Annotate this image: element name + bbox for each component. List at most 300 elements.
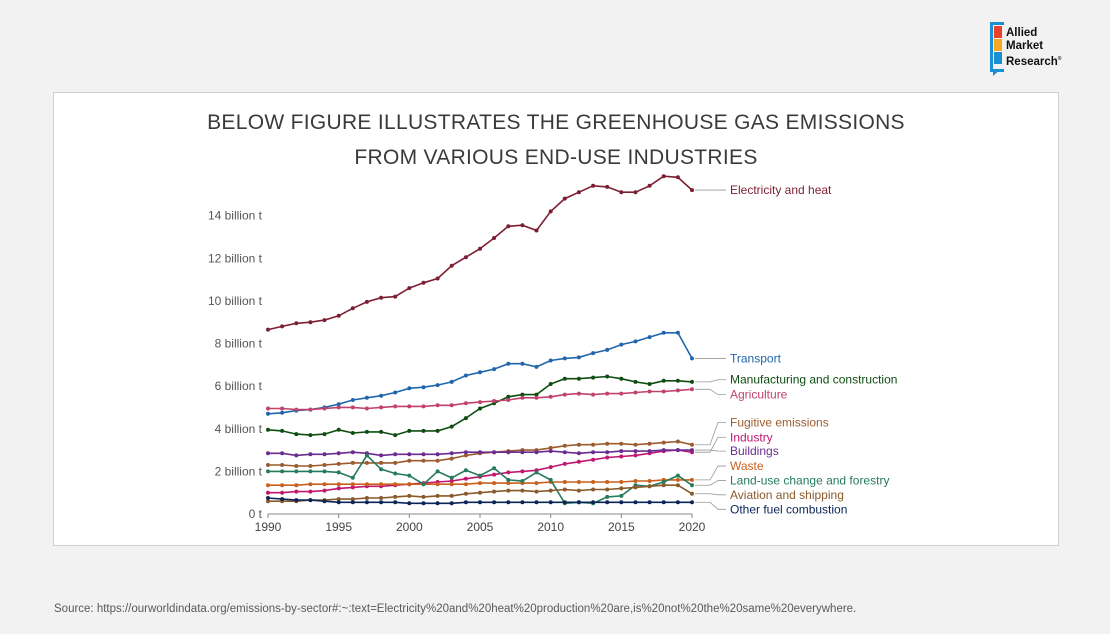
data-point (323, 482, 327, 486)
data-point (676, 175, 680, 179)
data-point (634, 443, 638, 447)
data-point (393, 391, 397, 395)
data-point (323, 489, 327, 493)
data-point (520, 469, 524, 473)
series-label: Manufacturing and construction (730, 372, 898, 387)
data-point (662, 448, 666, 452)
data-point (563, 377, 567, 381)
data-point (436, 482, 440, 486)
data-point (549, 465, 553, 469)
data-point (464, 255, 468, 259)
data-point (648, 390, 652, 394)
data-point (591, 393, 595, 397)
data-point (323, 452, 327, 456)
data-point (422, 385, 426, 389)
label-connector (695, 494, 726, 495)
series-line (268, 176, 692, 329)
data-point (492, 236, 496, 240)
y-tick-label: 10 billion t (207, 293, 262, 308)
data-point (478, 500, 482, 504)
data-point (365, 461, 369, 465)
data-point (648, 382, 652, 386)
x-tick-label: 2000 (395, 520, 423, 534)
data-point (535, 365, 539, 369)
data-point (492, 473, 496, 477)
data-point (308, 464, 312, 468)
data-point (407, 494, 411, 498)
data-point (648, 479, 652, 483)
data-point (436, 452, 440, 456)
data-point (351, 482, 355, 486)
data-point (605, 488, 609, 492)
logo-bar-red (994, 26, 1002, 38)
data-point (422, 482, 426, 486)
data-point (280, 451, 284, 455)
logo-bar-orange (994, 39, 1002, 51)
x-tick-label: 2015 (607, 520, 635, 534)
data-point (294, 321, 298, 325)
data-point (676, 500, 680, 504)
registered-mark: ® (1057, 56, 1062, 62)
y-tick-label: 14 billion t (207, 208, 262, 223)
data-point (436, 469, 440, 473)
data-point (266, 463, 270, 467)
data-point (478, 370, 482, 374)
data-point (577, 377, 581, 381)
data-point (393, 495, 397, 499)
data-point (379, 405, 383, 409)
allied-market-research-logo (990, 22, 1090, 78)
data-point (577, 443, 581, 447)
data-point (379, 453, 383, 457)
data-point (393, 482, 397, 486)
data-point (308, 482, 312, 486)
data-point (520, 223, 524, 227)
data-point (535, 470, 539, 474)
data-point (520, 489, 524, 493)
data-point (294, 408, 298, 412)
data-point (605, 392, 609, 396)
data-point (393, 472, 397, 476)
y-tick-label: 2 billion t (214, 464, 262, 479)
series-label: Other fuel combustion (730, 502, 848, 517)
data-point (266, 496, 270, 500)
data-point (535, 481, 539, 485)
data-point (634, 380, 638, 384)
data-point (549, 449, 553, 453)
data-point (549, 395, 553, 399)
data-point (619, 455, 623, 459)
data-point (308, 433, 312, 437)
data-point (323, 432, 327, 436)
data-point (379, 296, 383, 300)
data-point (662, 483, 666, 487)
data-point (337, 486, 341, 490)
label-connector (695, 389, 726, 394)
data-point (436, 501, 440, 505)
data-point (308, 469, 312, 473)
data-point (407, 459, 411, 463)
data-point (308, 320, 312, 324)
source-note: Source: https://ourworldindata.org/emissions-by-sector#:~:text=Electricity%20and%20heat%20production%20are,is%20not%20the%20same%20everywhere. (54, 603, 857, 615)
x-tick-label: 1990 (254, 520, 282, 534)
data-point (520, 396, 524, 400)
data-point (478, 400, 482, 404)
series-label: Waste (730, 459, 764, 474)
data-point (662, 441, 666, 445)
data-point (619, 377, 623, 381)
data-point (535, 450, 539, 454)
data-point (351, 500, 355, 504)
data-point (464, 500, 468, 504)
data-point (662, 390, 666, 394)
data-point (619, 449, 623, 453)
data-point (266, 428, 270, 432)
data-point (280, 407, 284, 411)
y-tick-label: 0 t (248, 507, 262, 521)
data-point (393, 500, 397, 504)
logo-word: Allied (1006, 27, 1038, 39)
data-point (634, 449, 638, 453)
data-point (478, 407, 482, 411)
y-tick-label: 6 billion t (214, 379, 262, 394)
data-point (605, 456, 609, 460)
data-point (605, 442, 609, 446)
logo-bar-blue (994, 52, 1002, 64)
data-point (450, 494, 454, 498)
emissions-line-chart (54, 93, 1058, 545)
data-point (591, 184, 595, 188)
data-point (436, 403, 440, 407)
data-point (690, 387, 694, 391)
chart-title-line-2: FROM VARIOUS END-USE INDUSTRIES (354, 146, 758, 169)
label-connector (695, 466, 726, 480)
data-point (690, 356, 694, 360)
data-point (619, 392, 623, 396)
data-point (337, 470, 341, 474)
logo-color-bars (994, 26, 1002, 65)
data-point (294, 490, 298, 494)
data-point (619, 190, 623, 194)
data-point (407, 482, 411, 486)
data-point (308, 490, 312, 494)
data-point (464, 416, 468, 420)
x-tick-label: 2005 (466, 520, 494, 534)
data-point (464, 450, 468, 454)
data-point (634, 391, 638, 395)
data-point (690, 483, 694, 487)
chart-title-line-1: BELOW FIGURE ILLUSTRATES THE GREENHOUSE GAS EMISSIONS (207, 111, 905, 134)
data-point (365, 430, 369, 434)
data-point (619, 442, 623, 446)
data-point (294, 483, 298, 487)
data-point (535, 490, 539, 494)
data-point (591, 500, 595, 504)
data-point (634, 190, 638, 194)
data-point (690, 478, 694, 482)
data-point (506, 470, 510, 474)
data-point (280, 469, 284, 473)
data-point (591, 488, 595, 492)
data-point (492, 481, 496, 485)
data-point (478, 450, 482, 454)
data-point (450, 501, 454, 505)
data-point (563, 462, 567, 466)
data-point (436, 494, 440, 498)
data-point (365, 500, 369, 504)
data-point (619, 480, 623, 484)
data-point (379, 430, 383, 434)
data-point (577, 489, 581, 493)
series-label: Fugitive emissions (730, 415, 829, 430)
data-point (676, 474, 680, 478)
data-point (577, 392, 581, 396)
data-point (506, 450, 510, 454)
data-point (549, 209, 553, 213)
series-label: Transport (730, 351, 781, 366)
data-point (450, 380, 454, 384)
data-point (577, 451, 581, 455)
data-point (280, 491, 284, 495)
data-point (506, 500, 510, 504)
data-point (690, 500, 694, 504)
data-point (407, 386, 411, 390)
data-point (549, 500, 553, 504)
data-point (690, 492, 694, 496)
data-point (351, 476, 355, 480)
series-label: Industry (730, 430, 773, 445)
data-point (506, 362, 510, 366)
data-point (648, 500, 652, 504)
data-point (337, 314, 341, 318)
data-point (634, 453, 638, 457)
data-point (492, 450, 496, 454)
data-point (365, 496, 369, 500)
data-point (464, 468, 468, 472)
data-point (294, 464, 298, 468)
data-point (379, 467, 383, 471)
data-point (492, 490, 496, 494)
data-point (422, 501, 426, 505)
data-point (266, 412, 270, 416)
data-point (351, 405, 355, 409)
data-point (464, 482, 468, 486)
data-point (634, 479, 638, 483)
data-point (478, 491, 482, 495)
data-point (535, 229, 539, 233)
data-point (351, 431, 355, 435)
data-point (634, 339, 638, 343)
data-point (619, 500, 623, 504)
label-connector (695, 380, 726, 382)
data-point (478, 481, 482, 485)
data-point (662, 500, 666, 504)
logo-word: Market (1006, 40, 1044, 52)
label-connector (695, 481, 726, 486)
data-point (365, 482, 369, 486)
logo-word-last: Research® (1006, 55, 1062, 68)
data-point (266, 407, 270, 411)
data-point (393, 452, 397, 456)
data-point (676, 478, 680, 482)
data-point (351, 398, 355, 402)
data-point (648, 335, 652, 339)
series-label: Land-use change and forestry (730, 473, 890, 488)
logo-speech-tail (993, 69, 1001, 76)
data-point (520, 500, 524, 504)
data-point (634, 485, 638, 489)
data-point (308, 452, 312, 456)
data-point (337, 462, 341, 466)
data-point (337, 428, 341, 432)
data-point (619, 343, 623, 347)
data-point (464, 374, 468, 378)
data-point (280, 497, 284, 501)
data-point (563, 500, 567, 504)
data-point (676, 483, 680, 487)
data-point (690, 448, 694, 452)
data-point (605, 185, 609, 189)
data-point (422, 429, 426, 433)
data-point (563, 197, 567, 201)
data-point (648, 484, 652, 488)
data-point (464, 492, 468, 496)
data-point (520, 479, 524, 483)
data-point (563, 480, 567, 484)
data-point (591, 351, 595, 355)
data-point (436, 277, 440, 281)
data-point (605, 480, 609, 484)
data-point (337, 405, 341, 409)
data-point (422, 452, 426, 456)
data-point (478, 474, 482, 478)
data-point (280, 483, 284, 487)
data-point (506, 224, 510, 228)
data-point (450, 425, 454, 429)
data-point (450, 264, 454, 268)
logo-wordmark (1006, 27, 1061, 69)
data-point (577, 355, 581, 359)
data-point (492, 466, 496, 470)
data-point (365, 407, 369, 411)
data-point (577, 480, 581, 484)
data-point (591, 458, 595, 462)
data-point (407, 429, 411, 433)
y-tick-label: 12 billion t (207, 251, 262, 266)
data-point (308, 408, 312, 412)
data-point (478, 247, 482, 251)
data-point (323, 318, 327, 322)
data-point (308, 498, 312, 502)
data-point (379, 482, 383, 486)
data-point (549, 489, 553, 493)
data-point (351, 450, 355, 454)
data-point (676, 440, 680, 444)
data-point (365, 300, 369, 304)
data-point (506, 478, 510, 482)
data-point (266, 451, 270, 455)
data-point (563, 488, 567, 492)
data-point (393, 433, 397, 437)
data-point (450, 451, 454, 455)
y-tick-label: 4 billion t (214, 421, 262, 436)
data-point (605, 500, 609, 504)
data-point (393, 295, 397, 299)
y-tick-label: 8 billion t (214, 336, 262, 351)
data-point (450, 476, 454, 480)
data-point (549, 359, 553, 363)
data-point (379, 500, 383, 504)
data-point (535, 500, 539, 504)
data-point (591, 443, 595, 447)
series-line (268, 455, 692, 503)
data-point (619, 486, 623, 490)
data-point (337, 500, 341, 504)
data-point (648, 184, 652, 188)
data-point (648, 442, 652, 446)
data-point (450, 403, 454, 407)
data-point (379, 496, 383, 500)
data-point (450, 457, 454, 461)
data-point (563, 393, 567, 397)
data-point (436, 383, 440, 387)
data-point (422, 281, 426, 285)
data-point (365, 453, 369, 457)
data-point (520, 450, 524, 454)
label-connector (695, 422, 726, 444)
data-point (619, 494, 623, 498)
data-point (605, 375, 609, 379)
data-point (436, 429, 440, 433)
data-point (492, 500, 496, 504)
data-point (605, 450, 609, 454)
data-point (563, 444, 567, 448)
data-point (294, 453, 298, 457)
data-point (379, 394, 383, 398)
data-point (407, 501, 411, 505)
data-point (662, 331, 666, 335)
data-point (266, 328, 270, 332)
data-point (648, 449, 652, 453)
series-label: Electricity and heat (730, 183, 832, 198)
data-point (492, 367, 496, 371)
data-point (577, 460, 581, 464)
data-point (464, 401, 468, 405)
data-point (407, 404, 411, 408)
data-point (676, 388, 680, 392)
label-connector (695, 502, 726, 509)
x-tick-label: 1995 (325, 520, 353, 534)
data-point (393, 461, 397, 465)
data-point (450, 482, 454, 486)
series-label: Agriculture (730, 387, 788, 402)
data-point (577, 500, 581, 504)
data-point (422, 404, 426, 408)
data-point (407, 286, 411, 290)
data-point (662, 379, 666, 383)
data-point (337, 451, 341, 455)
data-point (563, 450, 567, 454)
data-point (690, 380, 694, 384)
data-point (365, 396, 369, 400)
data-point (520, 362, 524, 366)
data-point (422, 495, 426, 499)
data-point (676, 379, 680, 383)
series-label: Buildings (730, 444, 779, 459)
data-point (591, 376, 595, 380)
data-point (634, 500, 638, 504)
data-point (549, 478, 553, 482)
